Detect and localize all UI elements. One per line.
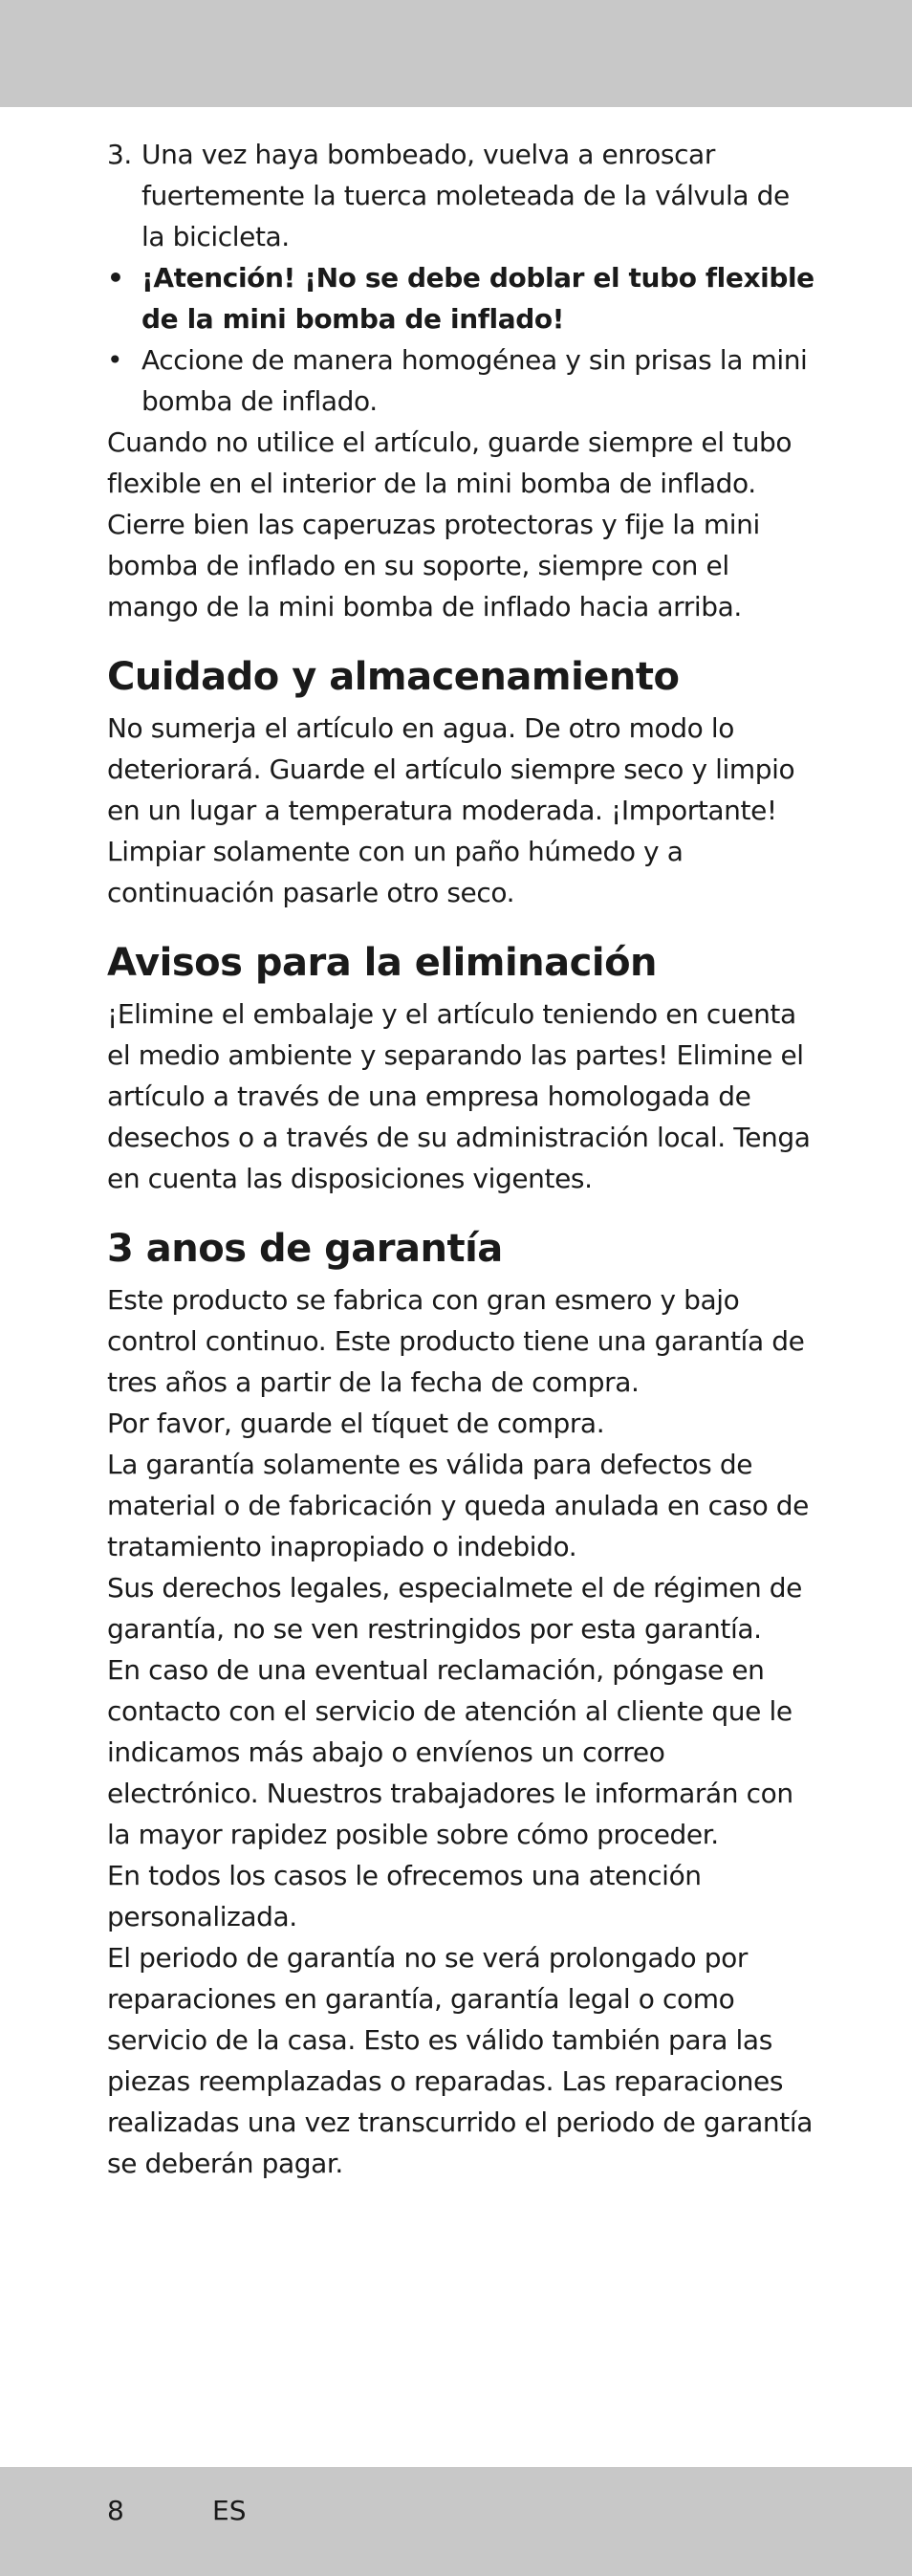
step-3	[107, 134, 814, 257]
warranty-paragraph: En caso de una eventual reclamación, póngase en contacto con el servicio de atención al cliente que le indicamos más abajo o envíenos un correo electrónico. Nuestros trabajadores le informarán con la mayor rapidez posible sobre cómo proceder.	[107, 1654, 793, 1850]
header-band	[0, 0, 912, 107]
disposal-paragraph: ¡Elimine el embalaje y el artículo teniendo en cuenta el medio ambiente y separando las partes! Elimine el artículo a través de una empresa homologada de desechos o a través de su administración local. Tenga en cuenta las disposiciones vigentes.	[107, 998, 811, 1194]
disposal-heading: Avisos para la eliminación	[107, 941, 658, 985]
page-number: 8	[107, 2495, 124, 2526]
warranty-paragraph: La garantía solamente es válida para defectos de material o de fabricación y queda anulada en caso de tratamiento inapropiado o indebido.	[107, 1449, 809, 1562]
language-code: ES	[212, 2495, 247, 2526]
care-heading: Cuidado y almacenamiento	[107, 655, 680, 699]
step-text: Una vez haya bombeado, vuelva a enroscar fuertemente la tuerca moleteada de la válvula de la bicicleta.	[141, 139, 790, 252]
page-content	[107, 134, 814, 2184]
footer-band	[0, 2467, 912, 2576]
care-paragraph: No sumerja el artículo en agua. De otro modo lo deteriorará. Guarde el artículo siempre seco y limpio en un lugar a temperatura moderada. ¡Importante! Limpiar solamente con un paño húmedo y a continuación pasarle otro seco.	[107, 712, 795, 908]
warning-bullet	[107, 257, 814, 339]
bullet-symbol: •	[107, 344, 123, 376]
warranty-heading: 3 anos de garantía	[107, 1227, 503, 1271]
warranty-paragraph: Sus derechos legales, especialmete el de régimen de garantía, no se ven restringidos por esta garantía.	[107, 1572, 802, 1645]
storage-paragraph: Cuando no utilice el artículo, guarde siempre el tubo flexible en el interior de la mini bomba de inflado. Cierre bien las caperuzas protectoras y fije la mini bomba de inflado en su soporte, siempre con el mango de la mini bomba de inflado hacia arriba.	[107, 426, 793, 622]
warranty-paragraph: El periodo de garantía no se verá prolongado por reparaciones en garantía, garantía legal o como servicio de la casa. Esto es válido también para las piezas reemplazadas o reparadas. Las reparaciones realizadas una vez transcurrido el periodo de garantía se deberán pagar.	[107, 1942, 813, 2179]
bullet-symbol: •	[107, 262, 124, 294]
bullet-text: ¡Atención! ¡No se debe doblar el tubo flexible de la mini bomba de inflado!	[141, 262, 814, 335]
instruction-bullet	[107, 339, 814, 422]
bullet-text: Accione de manera homogénea y sin prisas la mini bomba de inflado.	[141, 344, 808, 417]
warranty-paragraph: Este producto se fabrica con gran esmero y bajo control continuo. Este producto tiene una garantía de tres años a partir de la fecha de compra.	[107, 1284, 805, 1398]
warranty-paragraph: Por favor, guarde el tíquet de compra.	[107, 1408, 605, 1439]
step-number: 3.	[107, 139, 132, 170]
warranty-paragraph: En todos los casos le ofrecemos una atención personalizada.	[107, 1860, 702, 1932]
